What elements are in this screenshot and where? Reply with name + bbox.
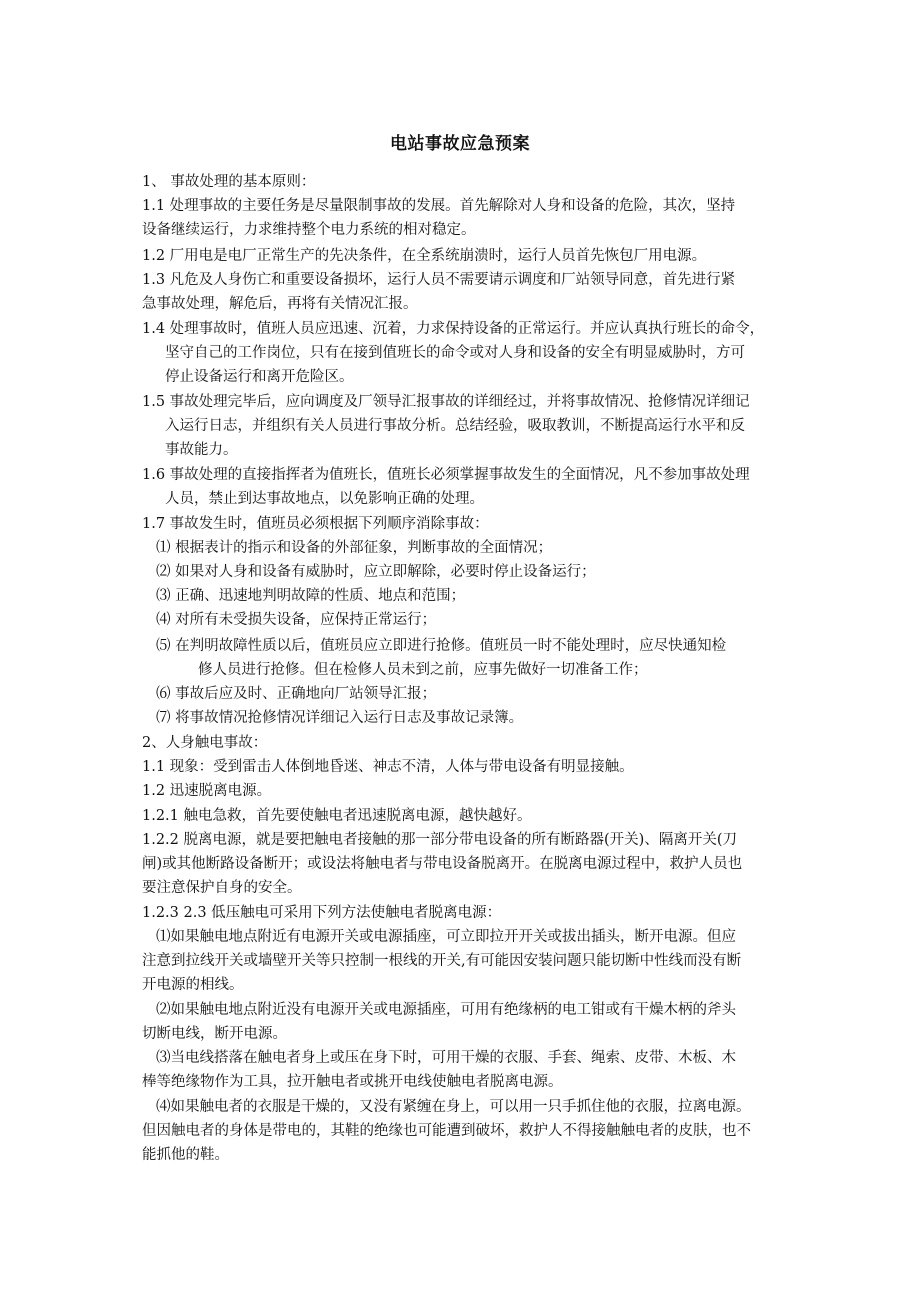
document-line: ⑶当电线搭落在触电者身上或压在身下时，可用干燥的衣服、手套、绳索、皮带、木板、木 [156,1050,736,1066]
document-line: 坚守自己的工作岗位，只有在接到值班长的命令或对人身和设备的安全有明显威胁时，方可 [165,345,745,361]
document-line: 切断电线，断开电源。 [142,1026,287,1042]
document-line: 2、人身触电事故： [142,735,268,751]
document-line: ⑷ 对所有未受损失设备，应保持正常运行； [156,612,437,628]
document-line: 1.2.3 2.3 低压触电可采用下列方法使触电者脱离电源： [142,905,502,921]
document-line: ⑺ 将事故情况抢修情况详细记入运行日志及事故记录簿。 [156,710,524,726]
document-line: 1.3 凡危及人身伤亡和重要设备损坏，运行人员不需要请示调度和厂站领导同意，首先进行紧 [142,272,736,288]
document-line: ⑸ 在判明故障性质以后，值班员应立即进行抢修。值班员一时不能处理时，应尽快通知检 [156,638,727,654]
document-line: ⑶ 正确、迅速地判明故障的性质、地点和范围； [156,588,466,604]
document-line: 人员，禁止到达事故地点，以免影响正确的处理。 [165,491,484,507]
document-line: 急事故处理，解危后，再将有关情况汇报。 [142,296,418,312]
document-line: 设备继续运行，力求维持整个电力系统的相对稳定。 [142,222,476,238]
document-line: 但因触电者的身体是带电的，其鞋的绝缘也可能遭到破坏，救护人不得接触触电者的皮肤，也不 [142,1123,751,1139]
document-line: 棒等绝缘物作为工具，拉开触电者或挑开电线使触电者脱离电源。 [142,1074,563,1090]
document-line: 停止设备运行和离开危险区。 [165,369,354,385]
document-line: 闸)或其他断路设备断开；或设法将触电者与带电设备脱离开。在脱离电源过程中，救护人员也 [142,856,743,872]
document-line: 1.1 处理事故的主要任务是尽量限制事故的发展。首先解除对人身和设备的危险，其次，坚持 [142,198,736,214]
document-line: 事故能力。 [165,442,238,458]
document-line: 入运行日志，并组织有关人员进行事故分析。总结经验，吸取教训，不断提高运行水平和反 [165,418,745,434]
document-line: 1.6 事故处理的直接指挥者为值班长，值班长必须掌握事故发生的全面情况，凡不参加事故处理 [142,467,750,483]
document-line: 开电源的相线。 [142,977,244,993]
document-line: ⑵如果触电地点附近没有电源开关或电源插座，可用有绝缘柄的电工钳或有干燥木柄的斧头 [156,1002,736,1018]
document-line: 1.1 现象：受到雷击人体倒地昏迷、神志不清，人体与带电设备有明显接触。 [142,759,634,775]
document-line: 1.2 厂用电是电厂正常生产的先决条件，在全系统崩溃时，运行人员首先恢包厂用电源。 [142,248,707,264]
document-line: 1.2.2 脱离电源，就是要把触电者接触的那一部分带电设备的所有断路器(开关)、隔离开关(刀 [142,832,737,848]
document-line: 注意到拉线开关或墙壁开关等只控制一根线的开关,有可能因安装问题只能切断中性线而没有断 [142,953,742,969]
document-line: 1.2.1 触电急救，首先要使触电者迅速脱离电源，越快越好。 [142,808,532,824]
document-line: 1.5 事故处理完毕后，应向调度及厂领导汇报事故的详细经过，并将事故情况、抢修情况详细记 [142,394,750,410]
document-line: 修人员进行抢修。但在检修人员未到之前，应事先做好一切准备工作； [198,662,648,678]
document-line: ⑹ 事故后应及时、正确地向厂站领导汇报； [156,686,437,702]
document-line: 1.7 事故发生时，值班员必须根据下列顺序消除事故： [142,516,489,532]
document-line: ⑷如果触电者的衣服是干燥的，又没有紧缠在身上，可以用一只手抓住他的衣服，拉离电源。 [156,1099,751,1115]
document-line: ⑴ 根据表计的指示和设备的外部征象，判断事故的全面情况； [156,540,553,556]
document-line: 1、 事故处理的基本原则： [142,174,316,190]
document-line: 1.4 处理事故时，值班人员应迅速、沉着，力求保持设备的正常运行。并应认真执行班长的命令， [142,321,765,337]
document-title: 电站事故应急预案 [390,134,530,154]
document-line: ⑵ 如果对人身和设备有威胁时，应立即解除，必要时停止设备运行； [156,564,596,580]
document-line: 要注意保护自身的安全。 [142,880,302,896]
document-line: 能抓他的鞋。 [142,1147,229,1163]
document-line: ⑴如果触电地点附近有电源开关或电源插座，可立即拉开开关或拔出插头，断开电源。但应 [156,929,736,945]
document-line: 1.2 迅速脱离电源。 [142,783,272,799]
